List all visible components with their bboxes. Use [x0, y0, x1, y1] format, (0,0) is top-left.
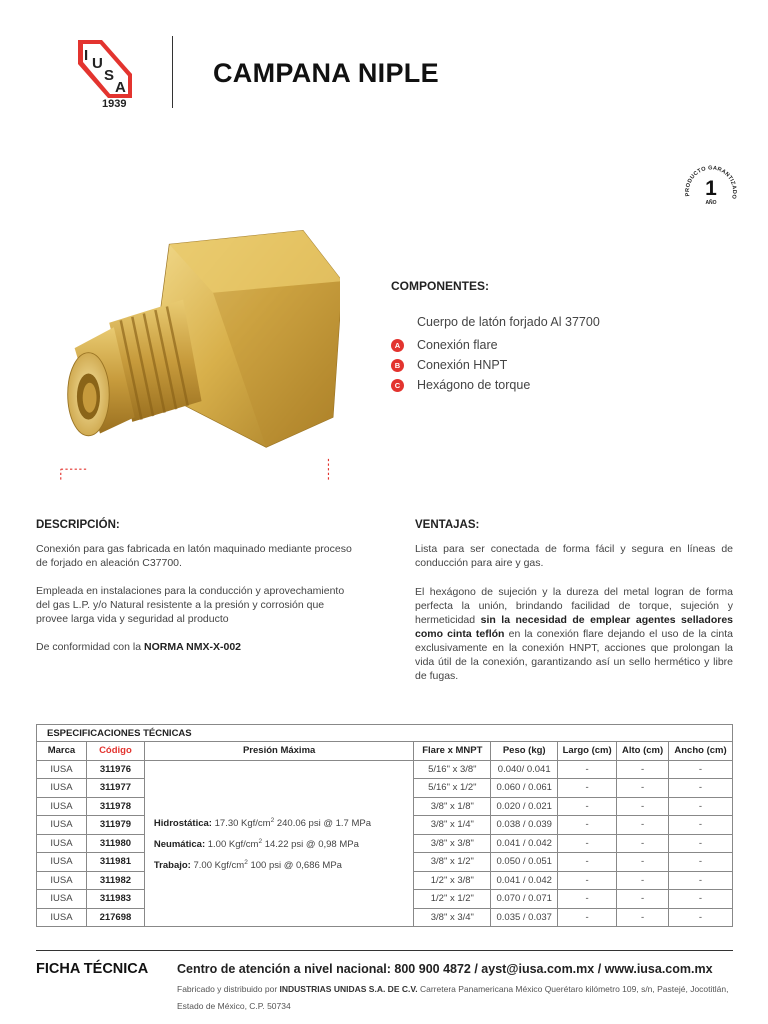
advantages-p2: El hexágono de sujeción y la dureza del metal logran de forma perfecta la unión, brindando facilidad de torque, sujeción y hermeticidad sin la necesidad de emplear agentes selladores como cinta teflón en la conexión flare dejando el uso de la cinta exclusivamente en la conexión HNPT, acciones que prolongan la vida útil de la conexión, garantizando así un sello hermético y libre de fugas.	[415, 586, 733, 682]
table-row: IUSA 311979 3/8" x 1/4" 0.038 / 0.039 - - -	[37, 816, 733, 835]
svg-text:I: I	[84, 47, 89, 64]
page-title: CAMPANA NIPLE	[213, 58, 439, 88]
components-body: Cuerpo de latón forjado Al 37700	[417, 315, 600, 329]
col-alto: Alto (cm)	[617, 742, 669, 761]
col-presion: Presión Máxima	[144, 742, 414, 761]
description-p1: Conexión para gas fabricada en latón maquinado mediante proceso de forjado en aleación C37700.	[36, 543, 352, 569]
description-p2: Empleada en instalaciones para la conducción y aprovechamiento del gas L.P. y/o Natural resistente a la presión y corrosión que provee larga vida y seguridad al producto	[36, 585, 345, 625]
footer-divider	[36, 950, 733, 951]
table-row: IUSA 311981 3/8" x 1/2" 0.050 / 0.051 - - -	[37, 853, 733, 872]
badge-c: C	[391, 379, 404, 392]
badge-b: B	[391, 359, 404, 372]
components-title: COMPONENTES:	[391, 279, 490, 293]
component-item-a: A Conexión flare	[391, 335, 600, 355]
warranty-unit: AÑO	[705, 200, 717, 206]
specs-header-row	[37, 742, 733, 761]
footer-contact: Centro de atención a nivel nacional: 800 900 4872 / ayst@iusa.com.mx / www.iusa.com.mx	[177, 962, 713, 976]
col-peso: Peso (kg)	[491, 742, 558, 761]
table-row: IUSA 311976 Hidrostática: 17.30 Kgf/$cm^2$ 240.06 psi @ 1.7 MPa Neumática: 1.00 Kgf/$cm^2$ 14.22 psi @ 0,98 MPa Trabajo: 7.00 Kgf/$cm^2$ 100 psi @ 0,686 MPa 5/16" x 3/8" 0.040/ 0.041 - - -	[37, 760, 733, 779]
table-row: IUSA 311977 5/16" x 1/2" 0.060 / 0.061 - - -	[37, 779, 733, 798]
component-item-c: C Hexágono de torque	[391, 375, 600, 395]
manufacturer-name: INDUSTRIAS UNIDAS S.A. DE C.V.	[279, 984, 418, 994]
badge-a: A	[391, 339, 404, 352]
table-row: IUSA 311978 3/8" x 1/8" 0.020 / 0.021 - - -	[37, 797, 733, 816]
advantages-title: VENTAJAS:	[415, 519, 480, 531]
table-row: IUSA 311983 1/2" x 1/2" 0.070 / 0.071 - - -	[37, 890, 733, 909]
svg-text:S: S	[104, 67, 115, 84]
svg-text:U: U	[92, 55, 103, 72]
col-codigo: Código	[86, 742, 144, 761]
description-title: DESCRIPCIÓN:	[36, 519, 120, 531]
pressure-cell: Hidrostática: 17.30 Kgf/$cm^2$ 240.06 psi @ 1.7 MPa Neumática: 1.00 Kgf/$cm^2$ 14.22 psi @ 0,98 MPa Trabajo: 7.00 Kgf/$cm^2$ 100 psi @ 0,686 MPa	[144, 760, 414, 927]
product-illustration	[40, 170, 340, 480]
table-row: IUSA 217698 3/8" x 3/4" 0.035 / 0.037 - - -	[37, 908, 733, 927]
table-row: IUSA 311980 3/8" x 3/8" 0.041 / 0.042 - - -	[37, 834, 733, 853]
norma-label: NORMA NMX-X-002	[143, 641, 242, 653]
header-divider	[172, 36, 173, 108]
footer-manufacturer: Fabricado y distribuido por INDUSTRIAS UNIDAS S.A. DE C.V. Carretera Panamericana México Querétaro kilómetro 109, s/n, Pastejé, Jocotitlán, Estado de México, C.P. 50734	[177, 984, 729, 1011]
warranty-years: 1	[705, 177, 717, 200]
specs-caption: ESPECIFICACIONES TÉCNICAS	[37, 725, 733, 742]
components-list	[391, 312, 600, 395]
table-row: IUSA 311982 1/2" x 3/8" 0.041 / 0.042 - - -	[37, 871, 733, 890]
warranty-text: PRODUCTO GARANTIZADO	[684, 165, 738, 200]
col-marca: Marca	[37, 742, 87, 761]
svg-text:A: A	[115, 79, 126, 96]
specs-table	[36, 724, 733, 927]
logo-year: 1939	[102, 98, 127, 110]
description-p3: De conformidad con la NORMA NMX-X-002	[36, 641, 242, 653]
advantages-p1: Lista para ser conectada de forma fácil y segura en líneas de conducción para aire y gas.	[415, 543, 733, 569]
component-item-b: B Conexión HNPT	[391, 355, 600, 375]
footer-label: FICHA TÉCNICA	[36, 961, 149, 977]
col-ancho: Ancho (cm)	[669, 742, 733, 761]
col-largo: Largo (cm)	[558, 742, 617, 761]
warranty-seal-icon	[680, 158, 742, 220]
col-flare: Flare x MNPT	[414, 742, 491, 761]
